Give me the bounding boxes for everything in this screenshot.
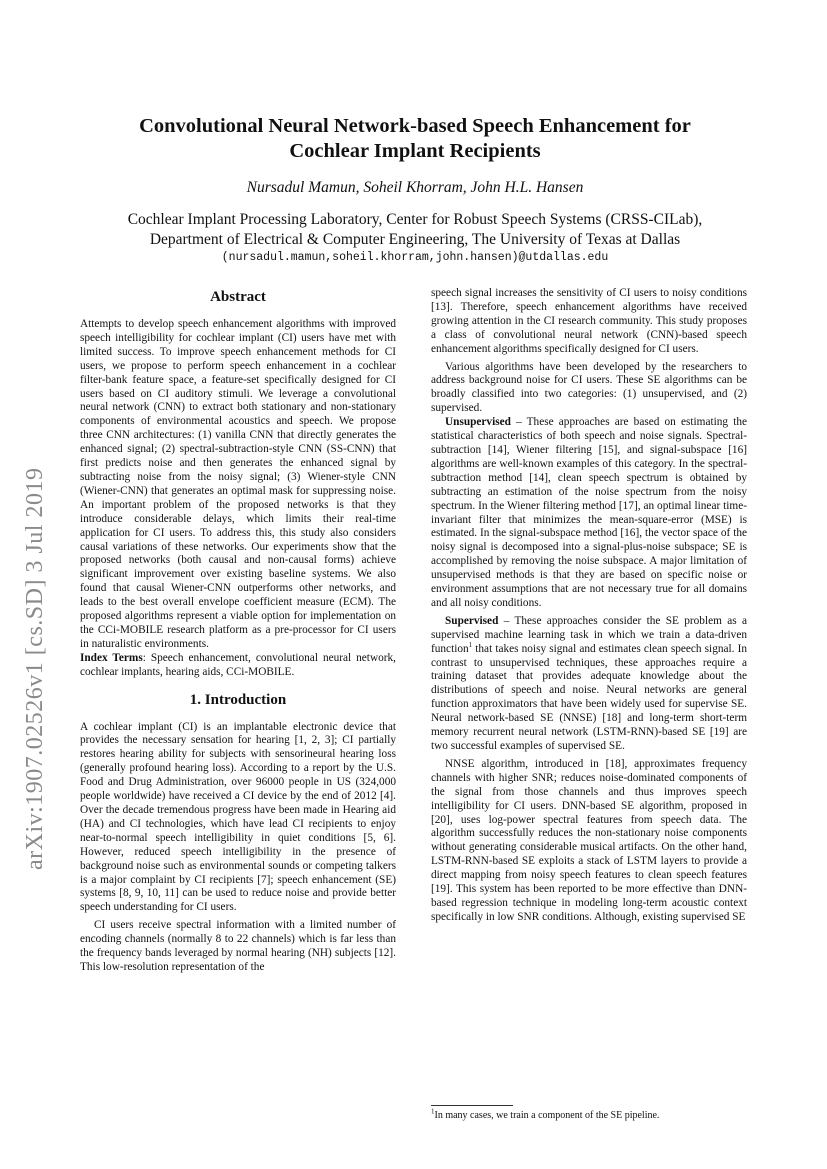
affiliation <box>70 210 760 250</box>
title-line-1: Convolutional Neural Network-based Speech Enhancement for <box>139 115 691 137</box>
left-column <box>80 287 396 975</box>
title-line-2: Cochlear Implant Recipients <box>289 140 541 162</box>
author-emails[interactable]: (nursadul.mamun,soheil.khorram,john.hansen)@utdallas.edu <box>221 251 609 264</box>
abstract-text: Attempts to develop speech enhancement algorithms with improved speech intelligibility for cochlear implant (CI) users have met with limited success. To improve speech enhancement methods for CI users, we propose to perform speech enhancement in a cochlear filter-bank feature space, a feature-set specifically designed for CI users based on CI auditory stimuli. We leverage a convolutional neural network (CNN) to extract both stationary and non-stationary components of environmental acoustics and speech. We propose three CNN architectures: (1) vanilla CNN that directly generates the enhanced signal; (2) spectral-subtraction-style CNN (SS-CNN) that first predicts noise and then generates the enhanced signal by subtracting noise from the noisy signal; (3) Wiener-style CNN (Wiener-CNN) that generates an optimal mask for suppressing noise. An important problem of the proposed networks is that they introduce considerable delays, which limits their real-time application for CI users. To address this, this study also considers causal variations of these networks. Our experiments show that the proposed networks (both causal and non-causal forms) achieve significant improvement over existing baseline systems. We also found that causal Wiener-CNN outperforms other networks, and leads to the best overall envelope coefficient measure (ECM). The proposed algorithms represent a viable option for implementation on the CCi-MOBILE research platform as a pre-processor for CI users in naturalistic environments. <box>80 318 396 650</box>
index-terms-text: : Speech enhancement, convolutional neural network, cochlear implants, hearing aids, CCi-MOBILE. <box>80 651 396 678</box>
paper-title <box>90 114 740 164</box>
supervised-label: Supervised <box>445 614 499 627</box>
index-terms <box>80 652 396 680</box>
supervised-paragraph <box>431 615 747 754</box>
supervised-text-b: that takes noisy signal and estimates clean speech signal. In contrast to unsupervised techniques, these approaches require a training dataset that provides adequate knowledge about the distributions of speech and noise. Neural networks are general function approximators that have been widely used for supervise SE. Neural network-based SE (NNSE) [18] and long-term short-term memory recurrent neural network (LSTM-RNN)-based SE [19] are two successful examples of supervised SE. <box>431 642 747 752</box>
unsupervised-label: Unsupervised <box>445 416 511 429</box>
footnote-text: In many cases, we train a component of the SE pipeline. <box>434 1110 660 1121</box>
affiliation-line-2: Department of Electrical & Computer Engineering, The University of Texas at Dallas <box>149 231 681 248</box>
right-paragraph-1: speech signal increases the sensitivity of CI users to noisy conditions [13]. Therefore, speech enhancement algorithms have received growing attention in the CI research community. This study proposes a class of convolutional neural network (CNN)-based speech enhancement algorithms specifically designed for CI users. <box>431 287 747 355</box>
footnote <box>431 1107 747 1122</box>
affiliation-line-1: Cochlear Implant Processing Laboratory, Center for Robust Speech Systems (CRSS-CILab), <box>127 211 703 228</box>
introduction-heading: 1. Introduction <box>189 691 287 708</box>
right-paragraph-2: Various algorithms have been developed by the researchers to address background noise for CI users. These SE algorithms can be broadly classified into two categories: (1) unsupervised, and (2) supervised. <box>431 360 747 415</box>
footnote-mark: 1 <box>431 1107 435 1116</box>
index-terms-label: Index Terms <box>80 651 143 664</box>
arxiv-stamp[interactable]: arXiv:1907.02526v1 [cs.SD] 3 Jul 2019 <box>22 467 48 870</box>
footnote-ref[interactable]: 1 <box>468 640 473 649</box>
intro-paragraph-2: CI users receive spectral information with a limited number of encoding channels (normally 8 to 22 channels) which is far less than the frequency bands leveraged by normal hearing (NH) subjects [12]. This low-resolution representation of the <box>80 919 396 973</box>
abstract-heading: Abstract <box>210 289 266 305</box>
right-column <box>431 287 747 925</box>
intro-paragraph-1: A cochlear implant (CI) is an implantable electronic device that provides the necessary sensation for hearing [1, 2, 3]; CI partially restores hearing ability for subjects with sensorineural hearing loss (generally profound hearing loss). According to a report by the U.S. Food and Drug Administration, over 96000 people in US (324,000 people worldwide) have received a CI device by the end of 2012 [4]. Over the decade tremendous progress have been made in Hearing aid (HA) and CI technologies, which have lead CI recipients to enjoy near-to-normal speech intelligibility in quiet conditions [5, 6]. However, reduced speech intelligibility in the presence of background noise such as environmental sounds or competing talkers is a major complaint by CI recipients [7]; speech enhancement (SE) systems [8, 9, 10, 11] can be used to reduce noise and provide better speech understanding for CI users. <box>80 720 396 914</box>
unsupervised-paragraph <box>431 416 747 611</box>
nnse-paragraph: NNSE algorithm, introduced in [18], approximates frequency channels with higher SNR; reduces noise-dominated components of the signal from those channels and thus improves speech intelligibility for CI users. DNN-based SE algorithm, proposed in [20], uses log-power spectral features from speech data. The algorithm successfully reduces the non-stationary noise components without generating considerable musical artifacts. On the other hand, LSTM-RNN-based SE exploits a stack of LSTM layers to provide a direct mapping from noisy speech features to clean speech features [19]. This system has been reported to be more effective than DNN-based regression technique in modeling long-term acoustic context specifically in low SNR conditions. Although, existing supervised SE <box>431 757 747 923</box>
author-list: Nursadul Mamun, Soheil Khorram, John H.L. Hansen <box>246 179 584 196</box>
unsupervised-text: – These approaches are based on estimating the statistical characteristics of both speech and noise signals. Spectral-subtraction [14], Wiener filtering [15], and signal-subspace [16] algorithms are well-known examples of this category. In the spectral-subtraction method [14], clean speech spectrum is obtained by subtracting an estimation of the noise spectrum from the noisy spectrum. In the Wiener filtering method [17], an optimal linear time-invariant filter that minimizes the mean-square-error (MSE) is estimated. In the signal-subspace method [16], the vector space of the noisy signal is decomposed into a signal-plus-noise subspace; SE is accomplished by removing the noise subspace. A major limitation of unsupervised methods is that they are based on specific noise or environment assumptions that are not necessary true for all domains and all noisy conditions. <box>431 416 747 609</box>
footnote-rule <box>431 1105 513 1106</box>
supervised-text-a: – These approaches consider the SE problem as a supervised machine learning task in which we train a data-driven function <box>431 614 747 655</box>
